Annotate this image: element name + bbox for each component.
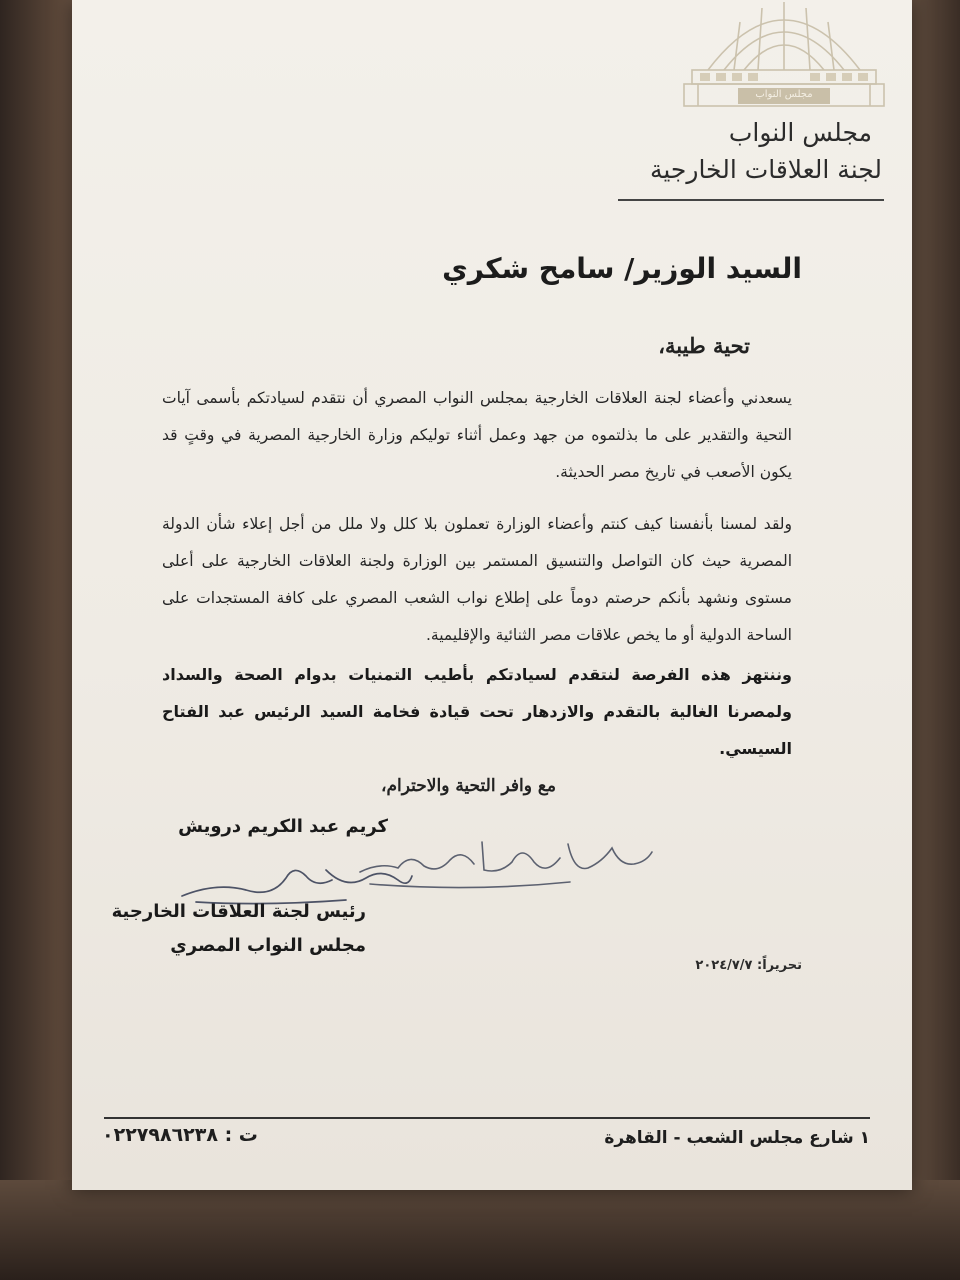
closing-line: مع وافر التحية والاحترام، xyxy=(381,776,556,796)
paragraph-1: يسعدني وأعضاء لجنة العلاقات الخارجية بمجلس النواب المصري أن نتقدم لسيادتكم بأسمى آيات التحية والتقدير على ما بذلتموه من جهد وعمل أثناء توليكم وزارة الخارجية المصرية في وقتٍ قد يكون الأصعب في تاريخ مصر الحديثة. xyxy=(162,389,792,481)
committee-name: لجنة العلاقات الخارجية xyxy=(649,155,882,184)
footer-address: ١ شارع مجلس الشعب - القاهرة xyxy=(604,1128,870,1148)
footer-divider xyxy=(104,1117,870,1119)
organization-name: مجلس النواب xyxy=(728,118,872,147)
background-bottom xyxy=(0,1180,960,1280)
header-divider xyxy=(618,199,884,201)
greeting: تحية طيبة، xyxy=(658,333,750,358)
background-left xyxy=(0,0,80,1280)
signer-name: كريم عبد الكريم درويش xyxy=(178,816,388,837)
signer-title-line1: رئيس لجنة العلاقات الخارجية xyxy=(111,901,366,922)
recipient-line: السيد الوزير/ سامح شكري xyxy=(442,252,802,285)
footer-phone: ت : ٠٢٢٧٩٨٦٢٣٨ xyxy=(102,1124,258,1146)
emblem-label: مجلس النواب xyxy=(755,89,813,100)
letter-date: تحريراً: ٢٠٢٤/٧/٧ xyxy=(695,958,802,973)
signer-title-line2: مجلس النواب المصري xyxy=(170,935,366,956)
paragraph-3: وننتهز هذه الفرصة لنتقدم لسيادتكم بأطيب التمنيات بدوام الصحة والسداد ولمصرنا الغالية بالتقدم والازدهار تحت قيادة فخامة السيد الرئيس عبد الفتاح السيسي. xyxy=(162,665,792,758)
paragraph-2: ولقد لمسنا بأنفسنا كيف كنتم وأعضاء الوزارة تعملون بلا كلل ولا ملل من أجل إعلاء شأن الدولة المصرية حيث كان التواصل والتنسيق المستمر بين الوزارة ولجنة العلاقات الخارجية على أعلى مستوى ونشهد بأنكم حرصتم دوماً على إطلاع نواب الشعب المصري على كافة المستجدات على الساحة الدولية أو ما يخص علاقات مصر الثنائية والإقليمية. xyxy=(162,515,792,644)
